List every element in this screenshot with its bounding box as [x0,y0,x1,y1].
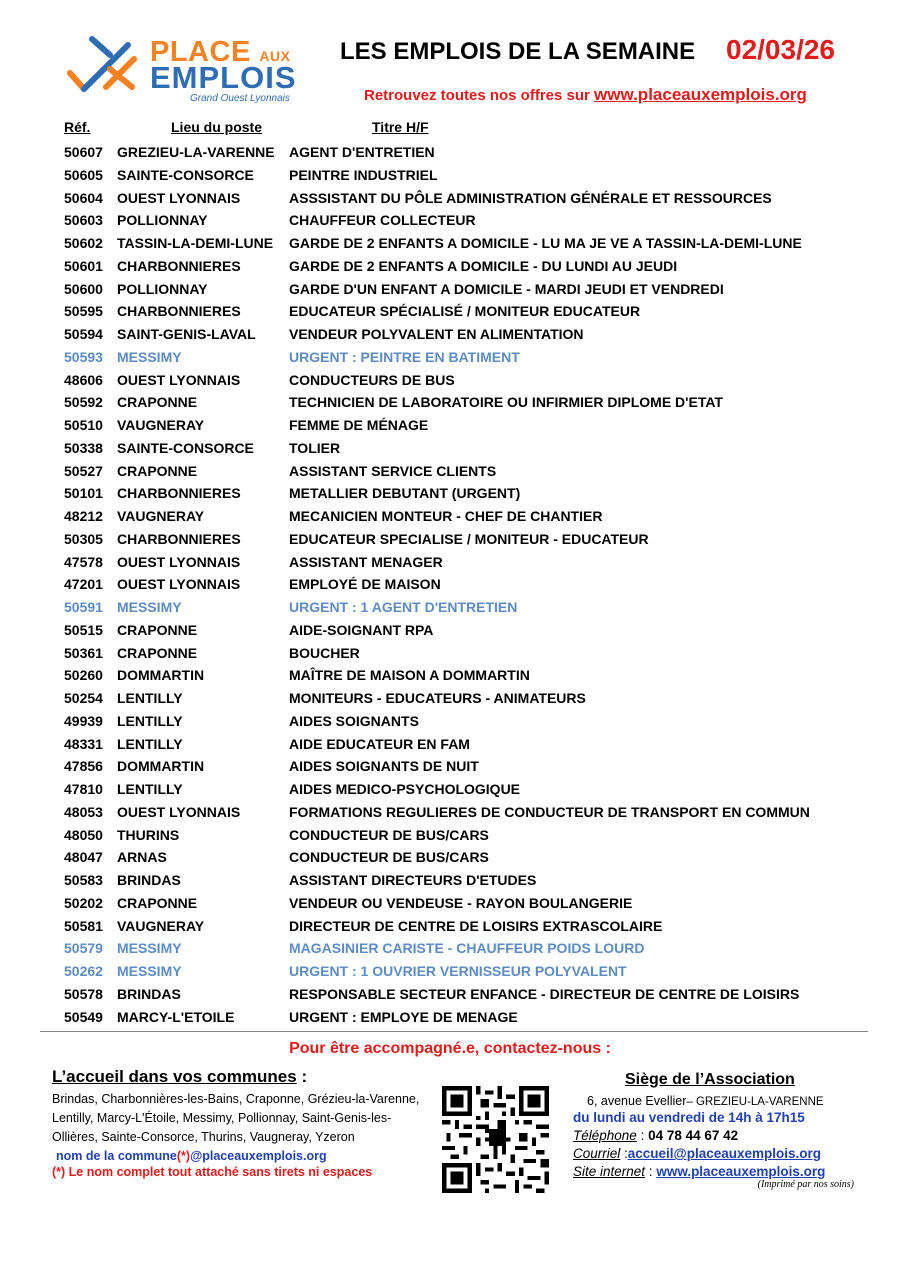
divider [40,1031,868,1032]
job-row [0,733,900,756]
job-row [0,869,900,892]
job-title: VENDEUR POLYVALENT EN ALIMENTATION [289,326,584,342]
job-row [0,346,900,369]
job-title: ASSISTANT SERVICE CLIENTS [289,462,497,479]
job-row [0,323,900,346]
job-ref: 47856 [64,758,103,775]
job-ref: 50600 [64,280,103,297]
job-ref: 50583 [64,872,103,888]
job-title: ASSISTANT MENAGER [289,553,443,570]
job-location: CRAPONNE [117,394,198,411]
logo-arrows-icon [62,33,142,95]
job-row [0,505,900,528]
job-location: CRAPONNE [117,894,198,911]
job-title: GARDE DE 2 ENFANTS A DOMICILE - LU MA JE VE A TASSIN-LA-DEMI-LUNE [289,235,802,251]
commune-email-pattern: nom de la commune(*)@placeauxemplois.org [56,1149,327,1163]
job-row [0,801,900,824]
job-location: CHARBONNIERES [117,257,241,274]
job-title: AIDES MEDICO-PSYCHOLOGIQUE [289,781,521,797]
job-row [0,528,900,551]
job-title: MONITEURS - EDUCATEURS - ANIMATEURS [289,690,586,706]
job-ref: 50605 [64,166,103,183]
job-row [0,187,900,210]
job-location: DOMMARTIN [117,667,205,684]
job-ref: 50260 [64,667,103,684]
job-location: POLLIONNAY [117,280,208,297]
job-location: CHARBONNIERES [117,530,241,547]
phone-number[interactable]: 04 78 44 67 42 [648,1128,739,1143]
job-ref: 50592 [64,394,103,411]
job-title: PEINTRE INDUSTRIEL [289,166,438,183]
job-row [0,369,900,392]
job-title: EMPLOYÉ DE MAISON [289,576,441,593]
job-title: AGENT D'ENTRETIEN [289,144,435,160]
job-title: METALLIER DEBUTANT (URGENT) [289,485,521,502]
job-location: LENTILLY [117,712,183,729]
job-title: MAÎTRE DE MAISON A DOMMARTIN [289,667,530,684]
job-title: VENDEUR OU VENDEUSE - RAYON BOULANGERIE [289,894,633,911]
job-title: URGENT : 1 OUVRIER VERNISSEUR POLYVALENT [289,963,627,979]
job-ref: 50602 [64,235,103,251]
job-ref: 50101 [64,485,103,502]
job-title: URGENT : PEINTRE EN BATIMENT [289,348,520,365]
job-title: DIRECTEUR DE CENTRE DE LOISIRS EXTRASCOLAIRE [289,917,663,934]
job-ref: 50262 [64,963,103,979]
job-location: MARCY-L'ETOILE [117,1008,235,1025]
job-ref: 50305 [64,530,103,547]
job-row [0,232,900,255]
job-row [0,414,900,437]
job-ref: 50607 [64,144,103,160]
job-row [0,141,900,164]
email-link[interactable]: accueil@placeauxemplois.org [627,1146,822,1161]
col-header-location: Lieu du poste [171,119,262,135]
opening-hours: du lundi au vendredi de 14h à 17h15 [573,1110,805,1125]
job-row [0,824,900,847]
job-title: MECANICIEN MONTEUR - CHEF DE CHANTIER [289,508,603,524]
job-row [0,710,900,733]
job-row [0,619,900,642]
job-location: OUEST LYONNAIS [117,576,241,593]
site-link[interactable]: www.placeauxemplois.org [656,1164,826,1179]
job-title: EDUCATEUR SPÉCIALISÉ / MONITEUR EDUCATEUR [289,303,641,320]
job-ref: 48050 [64,826,103,843]
page-title: LES EMPLOIS DE LA SEMAINE [340,38,696,65]
job-location: CHARBONNIERES [117,485,241,502]
job-location: MESSIMY [117,940,182,957]
job-ref: 47578 [64,553,103,570]
job-ref: 48606 [64,371,103,388]
job-ref: 50515 [64,621,103,638]
job-row [0,300,900,323]
communes-list: Brindas, Charbonnières-les-Bains, Craponne, Grézieu-la-Varenne, Lentilly, Marcy-L'Étoile, Messimy, Pollionnay, Saint-Genis-les-Ollières, Sainte-Consorce, Thurins, Vaugneray, Yzeron [52,1092,420,1144]
job-row [0,1006,900,1029]
logo-line1: PLACE AUX [150,36,291,68]
job-title: BOUCHER [289,644,360,661]
job-title: CONDUCTEUR DE BUS/CARS [289,826,489,843]
job-ref: 47201 [64,576,103,593]
job-location: VAUGNERAY [117,417,205,433]
site-line: Site internet : www.placeauxemplois.org [573,1164,826,1179]
job-title: ASSSISTANT DU PÔLE ADMINISTRATION GÉNÉRALE ET RESSOURCES [289,189,772,206]
jobs-list [0,141,900,1028]
job-row [0,460,900,483]
job-location: OUEST LYONNAIS [117,189,241,206]
job-title: CONDUCTEUR DE BUS/CARS [289,849,489,866]
job-location: SAINT-GENIS-LAVAL [117,326,256,342]
job-title: AIDES SOIGNANTS DE NUIT [289,758,479,775]
job-ref: 50549 [64,1008,103,1025]
job-ref: 50579 [64,940,103,957]
job-ref: 50361 [64,644,103,661]
job-row [0,778,900,801]
website-link[interactable]: www.placeauxemplois.org [594,85,807,104]
job-title: MAGASINIER CARISTE - CHAUFFEUR POIDS LOURD [289,940,645,957]
job-location: BRINDAS [117,872,181,888]
job-row [0,164,900,187]
headquarters-address: 6, avenue Evellier– GREZIEU-LA-VARENNE [587,1094,824,1108]
job-ref: 50601 [64,257,103,274]
job-ref: 50338 [64,439,103,456]
job-ref: 50581 [64,917,103,934]
job-title: URGENT : EMPLOYE DE MENAGE [289,1008,518,1025]
job-location: LENTILLY [117,781,183,797]
subtitle: Retrouvez toutes nos offres sur www.placeauxemplois.org [364,85,807,104]
job-row [0,209,900,232]
job-location: CRAPONNE [117,621,198,638]
job-row [0,596,900,619]
logo-line2: EMPLOIS [150,60,297,95]
job-ref: 49939 [64,712,103,729]
job-location: ARNAS [117,849,167,866]
job-title: FEMME DE MÉNAGE [289,417,429,433]
job-ref: 48212 [64,508,103,524]
job-row [0,892,900,915]
job-ref: 50591 [64,599,103,615]
local-offices [52,1067,432,1179]
job-ref: 50202 [64,894,103,911]
job-title: CONDUCTEURS DE BUS [289,371,455,388]
job-title: AIDE EDUCATEUR EN FAM [289,735,470,752]
phone-line: Téléphone : 04 78 44 67 42 [573,1128,739,1143]
job-ref: 50254 [64,690,103,706]
job-ref: 50578 [64,985,103,1002]
job-row [0,573,900,596]
job-row [0,482,900,505]
job-title: FORMATIONS REGULIERES DE CONDUCTEUR DE TRANSPORT EN COMMUN [289,803,810,820]
job-ref: 48331 [64,735,103,752]
job-row [0,391,900,414]
job-row [0,551,900,574]
job-location: VAUGNERAY [117,508,205,524]
job-title: AIDE-SOIGNANT RPA [289,621,434,638]
job-title: GARDE DE 2 ENFANTS A DOMICILE - DU LUNDI AU JEUDI [289,257,678,274]
job-row [0,915,900,938]
job-location: CRAPONNE [117,644,198,661]
job-location: OUEST LYONNAIS [117,803,241,820]
job-location: OUEST LYONNAIS [117,553,241,570]
job-row [0,437,900,460]
job-ref: 48047 [64,849,103,866]
job-ref: 47810 [64,781,103,797]
col-header-ref: Réf. [64,119,91,135]
job-ref: 50593 [64,348,103,365]
job-title: AIDES SOIGNANTS [289,712,419,729]
printed-note: (Imprimé par nos soins) [757,1179,854,1190]
job-location: CHARBONNIERES [117,303,241,320]
job-ref: 50510 [64,417,103,433]
job-row [0,960,900,983]
job-row [0,255,900,278]
job-location: SAINTE-CONSORCE [117,166,254,183]
job-row [0,755,900,778]
job-row [0,846,900,869]
job-row [0,937,900,960]
local-offices-heading: L’accueil dans vos communes : [52,1067,308,1086]
job-location: POLLIONNAY [117,212,208,229]
job-title: CHAUFFEUR COLLECTEUR [289,212,476,229]
job-location: VAUGNERAY [117,917,205,934]
job-title: TOLIER [289,439,341,456]
job-location: MESSIMY [117,963,182,979]
job-row [0,687,900,710]
job-ref: 48053 [64,803,103,820]
job-location: CRAPONNE [117,462,198,479]
table-header [0,119,900,139]
job-location: MESSIMY [117,348,182,365]
job-ref: 50604 [64,189,103,206]
job-title: TECHNICIEN DE LABORATOIRE OU INFIRMIER DIPLOME D'ETAT [289,394,723,411]
headquarters [573,1071,873,1190]
job-ref: 50603 [64,212,103,229]
job-row [0,278,900,301]
job-location: GREZIEU-LA-VARENNE [117,144,275,160]
job-row [0,642,900,665]
qr-code-icon [442,1086,549,1193]
headquarters-title: Siège de l’Association [625,1071,795,1088]
job-location: TASSIN-LA-DEMI-LUNE [117,235,274,251]
job-location: MESSIMY [117,599,182,615]
job-title: RESPONSABLE SECTEUR ENFANCE - DIRECTEUR DE CENTRE DE LOISIRS [289,985,800,1002]
job-ref: 50527 [64,462,103,479]
job-title: GARDE D'UN ENFANT A DOMICILE - MARDI JEUDI ET VENDREDI [289,280,724,297]
job-location: BRINDAS [117,985,181,1002]
email-line: Courriel :accueil@placeauxemplois.org [573,1146,822,1161]
job-title: ASSISTANT DIRECTEURS D'ETUDES [289,872,537,888]
job-title: EDUCATEUR SPECIALISE / MONITEUR - EDUCATEUR [289,530,649,547]
job-location: LENTILLY [117,690,183,706]
job-location: THURINS [117,826,180,843]
col-header-title: Titre H/F [372,119,429,135]
job-row [0,983,900,1006]
logo-tagline: Grand Ouest Lyonnais [190,93,290,104]
job-location: LENTILLY [117,735,183,752]
job-location: OUEST LYONNAIS [117,371,241,388]
logo [62,33,312,111]
job-title: URGENT : 1 AGENT D'ENTRETIEN [289,599,518,615]
page-date: 02/03/26 [726,34,835,65]
job-location: DOMMARTIN [117,758,205,775]
job-location: SAINTE-CONSORCE [117,439,254,456]
job-row [0,664,900,687]
job-ref: 50594 [64,326,103,342]
job-ref: 50595 [64,303,103,320]
local-offices-title: L’accueil dans vos communes [52,1067,297,1086]
contact-cta: Pour être accompagné.e, contactez-nous : [289,1040,611,1057]
email-note: (*) Le nom complet tout attaché sans tirets ni espaces [52,1165,373,1179]
